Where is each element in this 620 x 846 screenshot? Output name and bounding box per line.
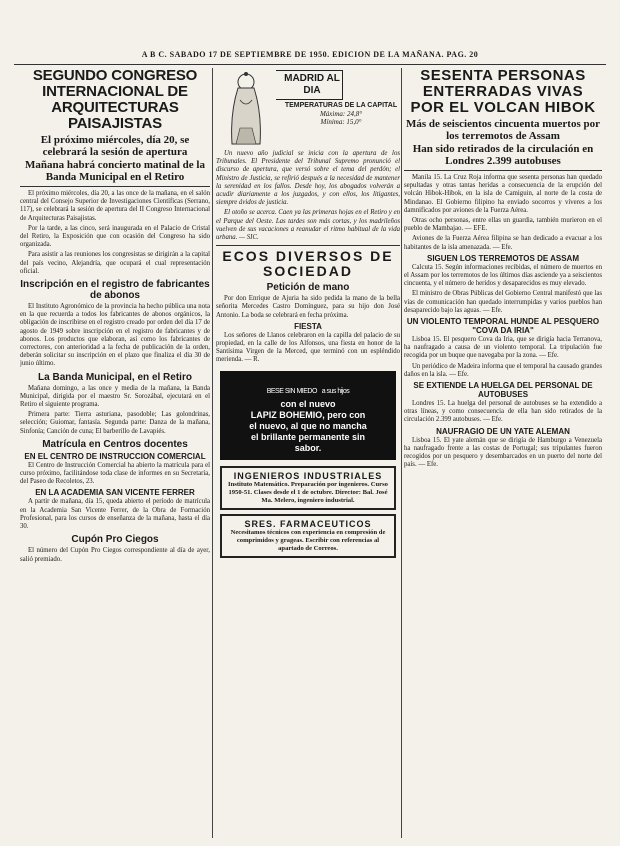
paragraph: El ministro de Obras Públicas del Gobierno Central manifestó que las vías de comunicación han quedado interrumpidas y varios pueblos han desaparecido bajo las aguas. — Efe. [404,290,602,314]
paragraph: Lisboa 15. El yate alemán que se dirigía de Hamburgo a Venezuela ha naufragado frente a las costas de Portugal; sus tripulantes fueron recogidos por un pesquero y desembarcados en un puerto del norte del país. — Efe. [404,436,602,469]
subheading-fiesta: FIESTA [294,321,322,331]
paragraph: Londres 15. La huelga del personal de autobuses se ha extendido a otras líneas, y como consecuencia de ella han sido retirados de la circulación 2.399 autobuses. — Efe. [404,400,602,424]
advert-lapiz-bohemio [220,371,396,460]
heading-terremotos: SIGUEN LOS TERREMOTOS DE ASSAM [426,253,579,263]
paragraph: Un periódico de Madeira informa que el temporal ha causado grandes daños en la isla. — Efe. [404,362,602,378]
paragraph: El número del Cupón Pro Ciegos correspondiente al día de ayer, salió premiado. [20,547,210,563]
headline-congreso: SEGUNDO CONGRESO INTERNACIONAL DE ARQUITECTURAS PAISAJISTAS [32,68,198,132]
paragraph: A partir de mañana, día 15, queda abierto el período de matrícula en la Academia San Vicente Ferrer, de la Obra de Formación Profesional, para los cursos de enseñanza de la mañana, hasta el día 30. [20,498,210,531]
subheading-instruccion: EN EL CENTRO DE INSTRUCCION COMERCIAL [24,451,206,461]
society-section-title: ECOS DIVERSOS DE SOCIEDAD [222,248,394,280]
subhead-concierto: Mañana habrá concierto matinal de la Banda Municipal en el Retiro [25,159,205,183]
headline-volcan: SESENTA PERSONAS ENTERRADAS VIVAS POR EL VOLCAN HIBOK [410,68,596,116]
advert-title: SRES. FARMACEUTICOS [244,518,372,529]
column-rule [401,68,402,838]
paragraph: Un nuevo año judicial se inicia con la apertura de los Tribunales. El Presidente del Tribunal Supremo pronunció el discurso de apertura, que versó sobre el tema del perdón; el Ministro de Justicia, se refirió después a la necesidad de mantener la serenidad en los fallos. Desde hoy, los abogados volverán a acudir diariamente a los juzgados, y con ellos, los litigantes, siempre ávidos de justicia. [216,150,400,207]
heading-peticion: Petición de mano [266,282,350,294]
subhead-autobuses: Han sido retirados de la circulación en Londres 2.399 autobuses [412,143,594,167]
paragraph: Por la tarde, a las cinco, será inaugurada en el Palacio de Cristal del Retiro, la Exposición que con ocasión del Congreso ha sido organizada. [20,224,210,249]
temperature-min: Mínima: 15,0° [320,118,362,126]
paragraph: El Centro de Instrucción Comercial ha abierto la matrícula para el curso próximo, facilitándose toda clase de informes en su Secretaría, del Paseo de Recoletos, 23. [20,461,210,486]
advert-body: Instituto Matemático. Preparación por ingenieros. Curso 1950-51. Clases desde el 1 de octubre. Director: Bal. José Ma. Melero, ingeniero industrial. [228,480,388,504]
divider [404,170,602,171]
subhead-apertura: El próximo miércoles, día 20, se celebrará la sesión de apertura [40,134,190,158]
column-rule [212,68,213,838]
advert-body: Necesitamos técnicos con experiencia en compresión de comprimidos y grageas. Escribir con referencias al apartado de Correos. [230,528,386,552]
temperature-max: Máxima: 24,8° [319,110,363,118]
paragraph: El próximo miércoles, día 20, a las once de la mañana, en el salón central del Consejo Superior de Investigaciones Científicas (Serrano, 117), se celebrará la sesión de apertura del II Congreso Internacional de Arquitecturas Paisajistas. [20,190,210,222]
heading-huelga: SE EXTIENDE LA HUELGA DEL PERSONAL DE AUTOBUSES [413,381,593,400]
paragraph: Para asistir a las reuniones los congresistas se dirigirán a la capital del país vecino, Alejandría, que ocupará el cual representación oficial. [20,251,210,275]
paragraph: Primera parte: Tierra asturiana, pasodoble; Las golondrinas, selección; Guiomar, fantasía. Segunda parte: Danza de la mañana, Sinfonía; Canción de cuna; El barberillo de Lavapiés. [20,411,210,435]
heading-naufragio: NAUFRAGIO DE UN YATE ALEMAN [436,426,570,436]
subheading-academia: EN LA ACADEMIA SAN VICENTE FERRER [35,488,195,498]
madrid-al-dia-box: MADRID AL DIA [273,70,343,100]
masthead: A B C. SABADO 17 DE SEPTIEMBRE DE 1950. EDICION DE LA MAÑANA. PAG. 20 [14,50,606,65]
paragraph: Aviones de la Fuerza Aérea filipina se han dedicado a evacuar a los habitantes de la isla amenazada. — Efe. [404,235,602,251]
column-middle [216,68,400,840]
heading-temporal: UN VIOLENTO TEMPORAL HUNDE AL PESQUERO "COVA DA IRIA" [406,317,600,336]
divider [20,186,210,187]
heading-banda: La Banda Municipal, en el Retiro [38,371,192,383]
paragraph: Lisboa 15. El pesquero Cova da Iria, que se dirigía hacia Terranova, ha naufragado a causa de un violento temporal. La tripulación fue recogida por un buque que navegaba por la zona. — Efe. [404,336,602,360]
paragraph: Otras ocho personas, entre ellas un guardia, también murieron en el pueblo de Mambajao. — EFE. [404,217,602,233]
paragraph: El Instituto Agronómico de la provincia ha hecho pública una nota en la que recuerda a todos los fabricantes de abonos orgánicos, la obligación de inscribirse en el registro creado por orden del día 17 de agosto de 1949 sobre inscripción en el registro de fabricantes y de abonos. Los productos que elaboran, así como los fabricantes de correctores, con anterioridad a la fecha de publicación de la orden, deberán solicitar su inscripción en el plazo que finaliza el día 30 de junio último. [20,303,210,368]
subhead-terremotos: Más de seiscientos cincuenta muertos por los terremotos de Assam [405,118,600,142]
paragraph: Los señores de Llanos celebraron en la capilla del palacio de su propiedad, en la calle de los Alfonsos, una fiesta en honor de la Santísima Virgen de la Merced, que terminó con un espléndido merienda. — R. [216,331,400,364]
advert-line: con el nuevo [280,398,336,409]
temperatures-title: TEMPERATURAS DE LA CAPITAL [284,102,398,109]
madonna-illustration-icon [216,68,276,148]
heading-matricula: Matrícula en Centros docentes [42,438,188,450]
column-left [20,68,210,840]
heading-inscripcion: Inscripción en el registro de fabricantes de abonos [20,279,210,302]
advert-title: BESE SIN MIEDO [266,387,317,395]
paragraph: El otoño se acerca. Caen ya las primeras hojas en el Retiro y en el Parque del Oeste. Las tardes son más cortas, y los madrileños vuelven de sus vacaciones a reanudar el ritmo habitual de la vida urbana. — SIC. [216,209,400,242]
advert-ingenieros [220,466,396,510]
paragraph: Mañana domingo, a las once y media de la mañana, la Banda Municipal, dirigida por el maestro Sr. Sorozábal, ejecutará en el Retiro el siguiente programa. [20,384,210,409]
divider [216,245,400,246]
advert-title: INGENIEROS INDUSTRIALES [233,470,383,481]
advert-farmaceuticos [220,514,396,558]
heading-cupon: Cupón Pro Ciegos [71,534,159,546]
advert-line: LAPIZ BOHEMIO, pero con [250,409,366,420]
advert-line: sabor. [294,442,322,453]
paragraph: Manila 15. La Cruz Roja informa que sesenta personas han quedado sepultadas y otras tantas heridas a consecuencia de la erupción del volcán Hibok-Hibok, en la isla de Camiguin, al norte de la costa de Mindanao. El Gobierno filipino ha enviado socorros y víveres a los damnificados por aviones de la Fuerza Aérea. [404,174,602,214]
advert-line: el nuevo, al que no mancha [249,420,367,431]
advert-line: el brillante permanente sin [250,431,366,442]
advert-small: a sus hijos [321,387,350,395]
paragraph: Por don Enrique de Ajuria ha sido pedida la mano de la bella señorita Mercedes Castro Domínguez, para su hijo don José Antonio. La boda se celebrará en fecha próxima. [216,295,400,319]
column-right [404,68,602,840]
paragraph: Calcuta 15. Según informaciones recibidas, el número de muertos en el Assam por los terremotos de los últimos días asciende ya a seiscientos cincuenta, y el número de heridos y desaparecidos es muy elevado. [404,263,602,288]
